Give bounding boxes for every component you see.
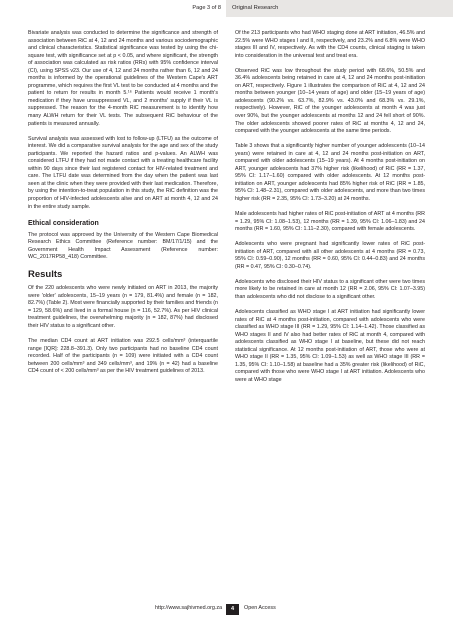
- paragraph: Survival analysis was assessed with lost to follow-up (LTFU) as the outcome of interest. We did a comparative survival analysis for the age and sex of the study participants. We reported the hazard ratios and p-values. An ALWH was considered LTFU if they had not made contact with a treating healthcare facility within 90 days since their last registered contact for HIV-related treatment and care. The LTFU date was determined from the day when the patient was last seen at the clinic when they were provided with their last medication. Therefore, by using the intention-to-treat population in this study, the RiC definition was the proportion of HIV-infected adolescents alive and on ART at month 4, 12 and 24 in the entire study sample.: [28, 135, 218, 210]
- paragraph: Bivariate analysis was conducted to determine the significance and strength of association between RiC at 4, 12 and 24 months and various sociodemographic and clinical characteristics. Statistical significance was tested by using the chi-square test, with significance set at p < 0.05, and where significant, the strength of association was calculated as risk ratios (RRs) with 95% confidence interval (CI), using SPSS v23. Our use of 4, 12 and 24 months rather than 6, 12 and 24 months is informed by the operational guidelines of the Western Cape's ART programme, which requires the first VL test to be conducted at 4 months and the patient to return for results in month 5.¹⁶ Patients would receive 1 month's medication if they have unsuppressed VL, and 2 months' supply if their VL is suppressed. The reason for the 4-month RiC measurement is to identify how many ALWH return for their VL tests. The subsequent RiC behaviour of the patients is measured annually.: [28, 30, 218, 127]
- page-footer: [0, 604, 453, 616]
- results-heading: Results: [28, 269, 63, 281]
- paragraph: The protocol was approved by the University of the Western Cape Biomedical Research Ethics Committee (Reference number: BM/17/1/15) and the Government Health Impact Assessment (Reference number: WC_2017RP58_418) Committee.: [28, 231, 218, 261]
- paragraph: Observed RiC was low throughout the study period with 68.6%, 50.5% and 36.4% adolescents being retained in care at 4, 12 and 24 months post-initiation on ART, respectively. Figure 1 illustrates the comparison of RiC at 4, 12 and 24 months between younger (10–14 years of age) and older (15–19 years of age) adolescents (90.2% vs. 63.7%, 82.9% vs. 43.0% and 68.3% vs. 29.1%, respectively). However, RiC of the younger adolescents at month 4 was just over 90%, but the younger adolescents at months 12 and 24 fell short of 90%. The older adolescents showed poorer rates of RiC at months 4, 12 and 24, compared with the younger adolescents at the same time periods.: [235, 67, 425, 135]
- open-access-label: Open Access: [244, 605, 276, 611]
- ethics-heading: Ethical consideration: [28, 219, 99, 227]
- paragraph: Adolescents who were pregnant had significantly lower rates of RiC post-initiation of ART, compared with all other adolescents at 4 months (RR = 0.73, 95% CI: 0.59–0.90), 12 months (RR = 0.60, 95% CI: 0.44–0.83) and 24 months (RR = 0.47, 95% CI: 0.30–0.74).: [235, 241, 425, 270]
- paragraph: Table 3 shows that a significantly higher number of younger adolescents (10–14 years) were retained in care at 4, 12 and 24 months post-initiation on ART, compared with older adolescents (15–19 years). At 4 months post-initiation on ART, younger adolescents had 37% higher risk (likelihood) of RiC (RR = 1.37, 95% CI: 1.17–1.60) compared with older adolescents. At 12 months post-initiation on ART, younger adolescents had 85% higher risk of RiC (RR = 1.85, 95% CI: 1.48–2.31), compared with older adolescents, and more than two times higher risk (RR = 2.35, 95% CI: 1.73–3.20) at 24 months.: [235, 143, 425, 202]
- right-column: [235, 30, 425, 392]
- paragraph: The median CD4 count at ART initiation was 292.5 cells/mm³ (interquartile range [IQR]: 228.8–391.3). Only two participants had no baseline CD4 count recorded. Half of the participants (n = 109) were initiated with a CD4 count between 200 cells/mm³ and 349 cells/mm³, and 19% (n = 42) had a baseline CD4 count of < 200 cells/mm³ as per the HIV treatment guidelines of 2013.: [28, 338, 218, 375]
- left-column: [28, 30, 218, 383]
- journal-url-link[interactable]: http://www.sajhivmed.org.za: [155, 605, 223, 611]
- paragraph: Adolescents who disclosed their HIV status to a significant other were two times more likely to be retained in care at month 12 (RR = 2.06, 95% CI: 1.07–3.95) than adolescents who did not disclose to a significant other.: [235, 278, 425, 300]
- page-header: [0, 0, 453, 20]
- paragraph: Of the 220 adolescents who were newly initiated on ART in 2013, the majority were 'older' adolescents, 15–19 years (n = 179, 81.4%) and female (n = 182, 82.7%) (Table 2). Most were financially supported by their families and friends (n = 129, 58.6%) and lived in a formal house (n = 116, 52.7%). As per HIV clinical treatment guidelines, the overwhelming majority (n = 182, 87%) had disclosed their HIV status to a significant other.: [28, 285, 218, 329]
- page-number-badge: 4: [226, 604, 239, 615]
- section-tag-text: Original Research: [232, 5, 279, 11]
- paragraph: Male adolescents had higher rates of RiC post-initiation of ART at 4 months (RR = 1.29, 95% CI: 1.08–1.53), 12 months (RR = 1.39, 95% CI: 1.06–1.83) and 24 months (RR = 1.60, 95% CI: 1.11–2.30), compared with female adolescents.: [235, 210, 425, 233]
- section-tag: [226, 0, 453, 17]
- paragraph: Of the 213 participants who had WHO staging done at ART initiation, 46.5% and 22.5% were WHO stages I and II, respectively, and 23.2% and 6.8% were WHO stages III and IV, respectively. As with the CD4 counts, clinical staging is taken into consideration in the universal test and treat era.: [235, 30, 425, 59]
- paragraph: Adolescents classified as WHO stage I at ART initiation had significantly lower rates of RiC at 4 months post-initiation, compared with adolescents who were classified as WHO stage III (RR = 1.29, 95% CI: 1.14–1.42). Those classified as WHO stages II and IV also had better rates of RiC at month 4, compared with adolescents classified as WHO stage I at baseline, but these did not reach statistical significance. At 12 months post-initiation of ART, those who were at WHO stage II (RR = 1.35, 95% CI: 1.09–1.53) as well as WHO stage III (RR = 1.35, 95% CI: 1.10–1.58) at baseline had a 35% greater risk (likelihood) of RiC, compared with those who were WHO stage I at ART initiation. Adolescents who were at WHO stage: [235, 308, 425, 383]
- page-label: Page 3 of 8: [192, 5, 221, 11]
